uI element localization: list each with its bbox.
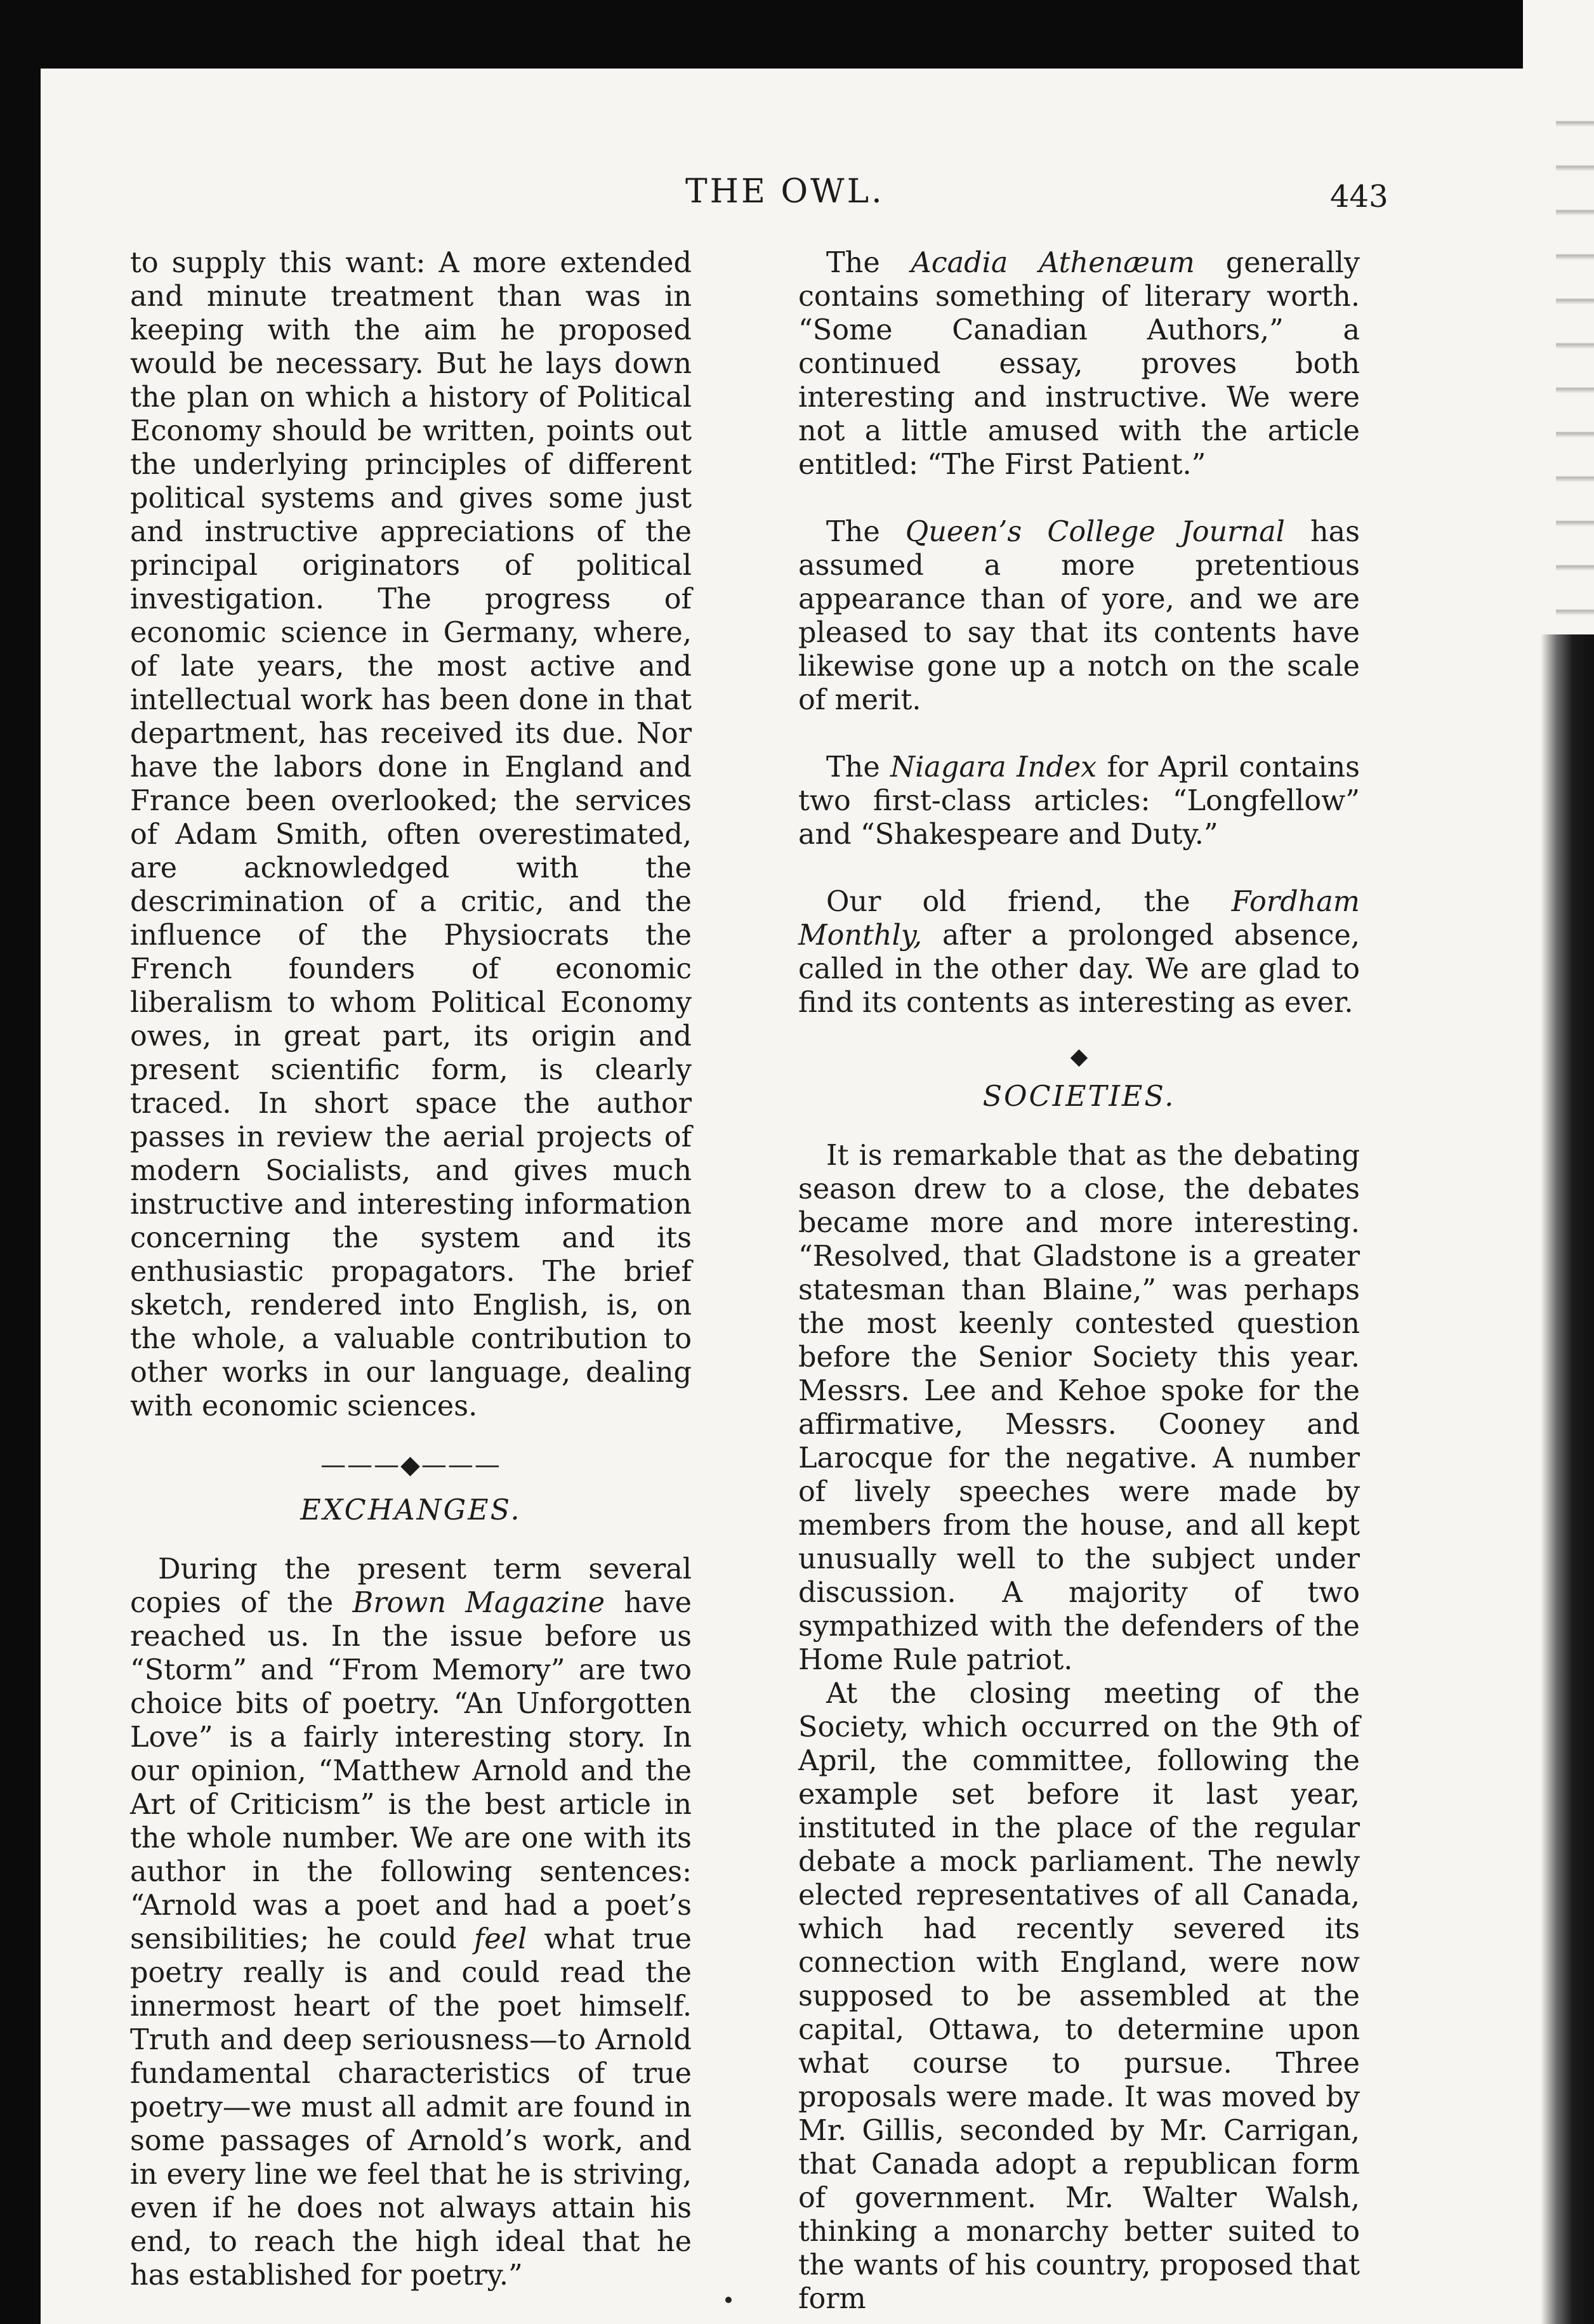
title-brown-magazine: Brown Magazine <box>352 1587 605 1619</box>
page-bottom-mark <box>725 2297 732 2303</box>
societies-paragraph-mock-parliament: At the closing meeting of the Society, which occurred on the 9th of April, the committee, following the example set before it last year, instituted in the place of the regular debate a mock parliament. The newly elected representatives of all Canada, which had recently severed its connection with England, were now supposed to be assembled at the capital, Ottawa, to determine upon what course to pursue. Three proposals were made. It was moved by Mr. Gillis, seconded by Mr. Carrigan, that Canada adopt a republican form of government. Mr. Walter Walsh, thinking a monarchy better suited to the wants of his country, proposed that form <box>798 1677 1360 2315</box>
exchanges-paragraph-queens: The Queen’s College Journal has assumed a more pretentious appearance than of yore, and we are pleased to say that its contents have likewise gone up a notch on the scale of merit. <box>798 516 1360 716</box>
societies-heading: SOCIETIES. <box>982 1080 1176 1113</box>
exchanges-heading: EXCHANGES. <box>300 1494 522 1526</box>
review-continuation-paragraph: to supply this want: A more extended and minute treatment than was in keeping with the aim he proposed would be necessary. But he lays down the plan on which a history of Political Economy should be written, points out the underlying principles of different political systems and gives some just and instructive appreciations of the principal originators of political investigation. The progress of economic science in Germany, where, of late years, the most active and intellectual work has been done in that department, has received its due. Nor have the labors done in England and France been overlooked; the services of Adam Smith, often overestimated, are acknowledged with the descrimination of a critic, and the influence of the Physiocrats the French founders of economic liberalism to whom Political Economy owes, in great part, its origin and present scientific form, is clearly traced. In short space the author passes in review the aerial projects of modern Socialists, and gives much instructive and interesting information concerning the system and its enthusiastic propagators. The brief sketch, rendered into English, is, on the whole, a valuable contribution to other works in our language, dealing with economic sciences. <box>130 247 692 1422</box>
exchanges-paragraph-fordham: Our old friend, the Fordham Monthly, after a prolonged absence, called in the other day. We are glad to find its contents as interesting as ever. <box>798 886 1360 1019</box>
exchanges-paragraph-brown: During the present term several copies of the Brown Magazine have reached us. In the issue before us “Storm” and “From Memory” are two choice bits of poetry. “An Unforgotten Love” is a fairly interesting story. In our opinion, “Matthew Arnold and the Art of Criticism” is the best article in the whole number. We are one with its author in the following sentences: “Arnold was a poet and had a poet’s sensibilities; he could feel what true poetry really is and could read the innermost heart of the poet himself. Truth and deep seriousness—to Arnold fundamental characteristics of true poetry—we must all admit are found in some passages of Arnold’s work, and in every line we feel that he is striving, even if he does not always attain his end, to reach the high ideal that he has established for poetry.” <box>130 1553 692 2292</box>
running-header-title: THE OWL. <box>685 173 885 211</box>
societies-paragraph-debate: It is remarkable that as the debating season drew to a close, the debates became more and more interesting. “Resolved, that Gladstone is a greater statesman than Blaine,” was perhaps the most keenly contested question before the Senior Society this year. Messrs. Lee and Kehoe spoke for the affirmative, Messrs. Cooney and Larocque for the negative. A number of lively speeches were made by members from the house, and all kept unusually well to the subject under discussion. A majority of two sympathized with the defenders of the Home Rule patriot. <box>798 1139 1360 1676</box>
emphasis-feel: feel <box>473 1923 527 1955</box>
scan-edge-marks <box>1556 82 1594 634</box>
scan-right-edge-shadow <box>1541 634 1594 2324</box>
exchanges-paragraph-niagara: The Niagara Index for April contains two first-class articles: “Longfellow” and “Shakespeare and Duty.” <box>798 751 1360 851</box>
title-niagara-index: Niagara Index <box>890 751 1097 784</box>
diamond-ornament: ◆ <box>1070 1044 1088 1070</box>
title-queens-college-journal: Queen’s College Journal <box>905 516 1285 548</box>
page-number: 443 <box>1330 179 1388 214</box>
right-column <box>798 246 1360 2316</box>
scan-top-border <box>0 0 1523 69</box>
section-divider: ———◆——— <box>320 1450 501 1480</box>
scan-left-border <box>0 0 41 2324</box>
title-acadia-athenaeum: Acadia Athenæum <box>911 247 1195 279</box>
exchanges-paragraph-acadia: The Acadia Athenæum generally contains something of literary worth. “Some Canadian Authors,” a continued essay, proves both interesting and instructive. We were not a little amused with the article entitled: “The First Patient.” <box>798 247 1360 481</box>
left-column <box>130 246 692 2292</box>
title-fordham-monthly: Fordham Monthly, <box>798 886 1360 952</box>
